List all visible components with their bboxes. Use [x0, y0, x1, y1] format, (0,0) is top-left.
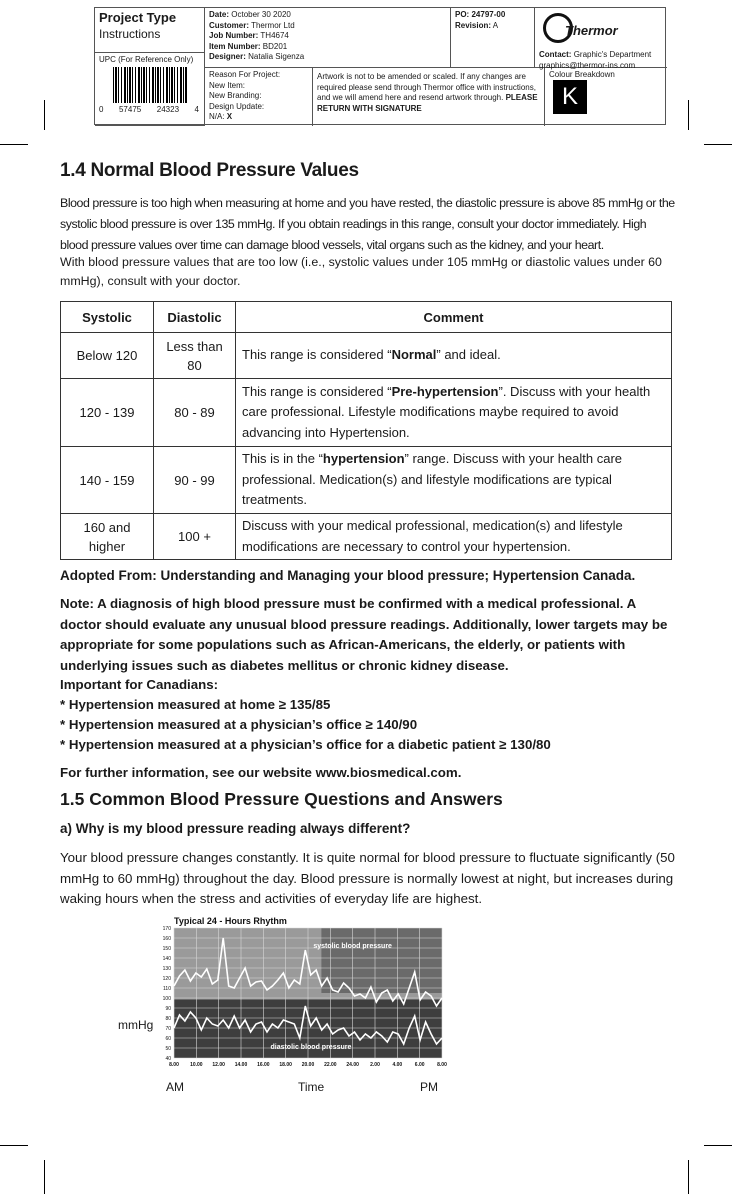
- systolic-cell: Below 120: [61, 333, 154, 379]
- canadians-item: * Hypertension measured at a physician’s office ≥ 140/90: [60, 717, 418, 732]
- y-tick-label: 40: [165, 1056, 171, 1062]
- barcode-image: [113, 67, 187, 103]
- x-tick-label: 12.00: [212, 1062, 225, 1068]
- paragraph-low-bp: With blood pressure values that are too low (i.e., systolic values under 105 mmHg or diastolic values under 60 mmHg), consult with your doctor.: [60, 255, 662, 288]
- systolic-series-label: systolic blood pressure: [313, 943, 392, 950]
- x-tick-label: 8.00: [169, 1062, 179, 1068]
- crop-mark: [0, 1145, 28, 1146]
- answer-a: Your blood pressure changes constantly. It is quite normal for blood pressure to fluctuate significantly (50 mmHg to 60 mmHg) throughout the day. Blood pressure is normally lowest at night, but increases during waking hours when the stress and activities of everyday life are highest.: [60, 850, 675, 906]
- reason-title: Reason For Project:: [209, 70, 281, 79]
- contact-email: graphics@thermor-ins.com: [539, 60, 636, 70]
- item-line: Item Number: BD201: [209, 41, 288, 51]
- x-tick-label: 6.00: [414, 1062, 425, 1068]
- upc-digit: 4: [194, 105, 199, 114]
- diastolic-cell: 90 - 99: [154, 447, 236, 514]
- upc-cell: [95, 53, 205, 126]
- crop-mark: [44, 1160, 45, 1194]
- systolic-cell: 120 - 139: [61, 379, 154, 447]
- header-diastolic: Diastolic: [154, 302, 236, 333]
- canadians-item: * Hypertension measured at home ≥ 135/85: [60, 697, 331, 712]
- y-tick-label: 150: [162, 946, 171, 952]
- artwork-note-bold: PLEASE RETURN WITH SIGNATURE: [317, 93, 538, 113]
- crop-mark: [44, 100, 45, 130]
- crop-mark: [704, 144, 732, 145]
- y-tick-label: 160: [162, 936, 171, 942]
- upc-label: UPC (For Reference Only): [99, 55, 194, 64]
- designer-line: Designer: Natalia Sigenza: [209, 52, 305, 61]
- crop-mark: [688, 1160, 689, 1194]
- question-a: a) Why is my blood pressure reading always different?: [60, 821, 411, 836]
- y-tick-label: 110: [163, 986, 171, 992]
- bp-rhythm-chart: [150, 910, 450, 1075]
- website-note: For further information, see our website www.biosmedical.com.: [60, 765, 462, 780]
- systolic-cell: 160 and higher: [61, 514, 154, 560]
- customer-line: Customer: Thermor Ltd: [209, 20, 295, 30]
- diastolic-series-label: diastolic blood pressure: [270, 1044, 352, 1051]
- table-row: [61, 379, 672, 447]
- colour-breakdown-label: Colour Breakdown: [549, 70, 615, 79]
- chart-title: Typical 24 - Hours Rhythm: [174, 916, 287, 926]
- upc-digit: 24323: [156, 105, 180, 114]
- x-tick-label: 4.00: [392, 1062, 403, 1068]
- artwork-note: Artwork is not to be amended or scaled. If any changes are required please send through Thermor office with instructions, and we will amend here and resend artwork through.: [317, 72, 536, 102]
- y-tick-label: 90: [165, 1006, 171, 1012]
- po-line: PO: 24797-00: [455, 10, 506, 19]
- x-tick-label: 22.00: [324, 1062, 337, 1068]
- contact-line: Contact: Graphic's Department: [539, 50, 652, 59]
- x-tick-label: 2.00: [370, 1062, 380, 1068]
- comment-cell: This range is considered “Normal” and ideal.: [236, 333, 672, 379]
- y-tick-label: 130: [162, 966, 171, 972]
- upc-digit: 0: [99, 105, 104, 114]
- table-row: [61, 447, 672, 514]
- diastolic-cell: 100 +: [154, 514, 236, 560]
- x-tick-label: 24.00: [346, 1062, 359, 1068]
- x-tick-label: 14.00: [234, 1062, 248, 1068]
- diastolic-cell: 80 - 89: [154, 379, 236, 447]
- crop-mark: [688, 100, 689, 130]
- logo-text: Thermor: [565, 23, 618, 38]
- crop-mark: [704, 1145, 732, 1146]
- revision-line: Revision: A: [455, 20, 499, 30]
- y-tick-label: 120: [162, 976, 171, 982]
- chart-svg: [150, 910, 450, 1070]
- job-details-cell: [205, 8, 451, 68]
- reason-cell: [205, 68, 313, 126]
- project-type-value: Instructions: [99, 27, 161, 41]
- x-tick-label: 10.00: [190, 1062, 203, 1068]
- y-tick-label: 50: [165, 1046, 171, 1052]
- systolic-cell: 140 - 159: [61, 447, 154, 514]
- header-comment: Comment: [236, 302, 672, 333]
- x-axis-label: Time: [298, 1080, 325, 1094]
- diagnosis-note: Note: A diagnosis of high blood pressure must be confirmed with a medical professional. A doctor should evaluate any unusual blood pressure readings. Additionally, lower targets may be appropriate for some populations such as African-Americans, the elderly, or patients with underlying issues such as diabetes mellitus or chronic kidney disease.: [60, 596, 668, 673]
- reason-na: N/A: X: [209, 112, 233, 121]
- x-label-am: AM: [166, 1080, 184, 1094]
- upc-digits: [99, 105, 199, 116]
- x-tick-label: 16.00: [257, 1062, 270, 1068]
- paragraph-high-bp: Blood pressure is too high when measuring at home and you have rested, the diastolic pressure is above 85 mmHg or the systolic blood pressure is over 135 mmHg. If you obtain readings in this range, consult your doctor immediately. High blood pressure values over time can damage blood vessels, vital organs such as the kidney, and your heart.: [60, 196, 675, 252]
- reason-new-branding: New Branding:: [209, 91, 262, 100]
- y-axis-label: mmHg: [118, 1018, 154, 1032]
- reason-new-item: New Item:: [209, 80, 246, 90]
- x-tick-label: 20.00: [301, 1062, 315, 1068]
- table-row: [61, 333, 672, 379]
- adopted-from-note: Adopted From: Understanding and Managing your blood pressure; Hypertension Canada.: [60, 568, 636, 583]
- thermor-logo: [539, 10, 663, 50]
- reason-design-update: Design Update:: [209, 101, 265, 111]
- y-tick-label: 70: [165, 1026, 171, 1032]
- y-tick-label: 100: [162, 996, 171, 1002]
- upc-digit: 57475: [118, 105, 142, 114]
- colour-breakdown-cell: [545, 68, 667, 126]
- comment-cell: This range is considered “Pre-hypertension”. Discuss with your health care professional. Lifestyle modifications maybe required to avoid advancing into Hypertension.: [236, 379, 672, 447]
- job-line: Job Number: TH4674: [209, 31, 289, 40]
- colour-k-swatch: K: [553, 80, 587, 114]
- artwork-note-cell: [313, 68, 545, 126]
- x-label-pm: PM: [420, 1080, 438, 1094]
- diastolic-cell: Less than 80: [154, 333, 236, 379]
- crop-mark: [0, 144, 28, 145]
- project-type-label: Project Type: [99, 10, 177, 25]
- bp-values-table: [60, 301, 672, 560]
- x-tick-label: 18.00: [279, 1062, 292, 1068]
- section-title-1-5: 1.5 Common Blood Pressure Questions and Answers: [60, 789, 503, 809]
- section-title-1-4: 1.4 Normal Blood Pressure Values: [60, 160, 359, 181]
- canadians-item: * Hypertension measured at a physician’s office for a diabetic patient ≥ 130/80: [60, 737, 551, 752]
- date-line: Date: October 30 2020: [209, 10, 291, 19]
- table-header-row: [61, 302, 672, 333]
- comment-cell: Discuss with your medical professional, medication(s) and lifestyle modifications are necessary to control your hypertension.: [236, 514, 672, 560]
- y-tick-label: 80: [165, 1016, 171, 1022]
- logo-contact-cell: [535, 8, 667, 68]
- table-row: [61, 514, 672, 560]
- po-cell: [451, 8, 535, 68]
- comment-cell: This is in the “hypertension” range. Discuss with your health care professional. Medication(s) and lifestyle modifications are typical treatments.: [236, 447, 672, 514]
- y-tick-label: 170: [162, 926, 171, 932]
- y-tick-label: 140: [162, 956, 171, 962]
- x-tick-label: 8.00: [437, 1062, 447, 1068]
- header-systolic: Systolic: [61, 302, 154, 333]
- canadians-title: Important for Canadians:: [60, 677, 219, 692]
- project-type-cell: [95, 8, 205, 53]
- y-tick-label: 60: [165, 1036, 171, 1042]
- artwork-info-block: [94, 7, 666, 125]
